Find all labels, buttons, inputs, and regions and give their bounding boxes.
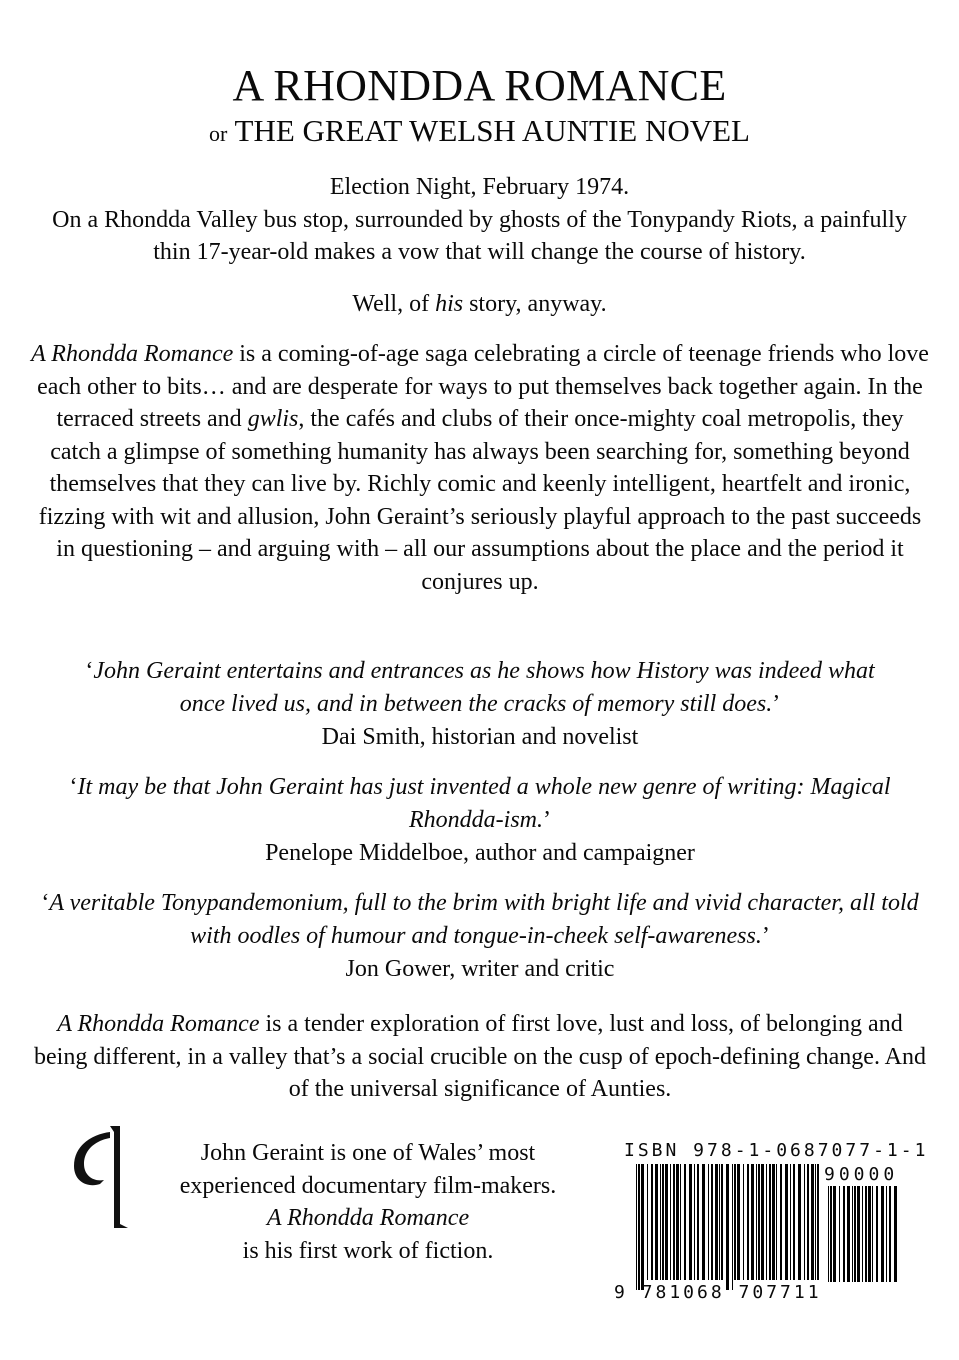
barcode-bar xyxy=(684,1164,686,1280)
barcode-bar xyxy=(680,1164,681,1280)
description-part-2: , the cafés and clubs of their once-mighty coal metropolis, they catch a glimpse of something humanity has always been searching for, something beyond themselves that they can live by. Richly comic and keenly intelligent, heartfelt and ironic, fizzing with wit and allusion, John Geraint’s seriously playful approach to the past succeeds in questioning – and arguing with – all our assumptions about the place and the period it conjures up. xyxy=(38,406,922,595)
subtitle-or: or xyxy=(209,121,228,146)
book-subtitle xyxy=(0,112,959,153)
barcode-bar xyxy=(776,1164,777,1280)
barcode-bar xyxy=(857,1186,860,1282)
barcode-bar xyxy=(811,1164,814,1280)
closing-text: is a tender exploration of first love, lust and loss, of belonging and being different, in a valley that’s a social crucible on the cusp of epoch-defining change. And of the universal significance of Aunties. xyxy=(34,1011,926,1102)
barcode-bar xyxy=(732,1164,733,1290)
barcode-bar xyxy=(793,1164,795,1280)
barcode-bar xyxy=(798,1164,801,1280)
barcode-bar xyxy=(854,1186,856,1282)
barcode-bar xyxy=(865,1186,867,1282)
barcode-bar xyxy=(815,1164,816,1280)
barcode-bar xyxy=(638,1164,640,1290)
author-bio xyxy=(148,1137,588,1267)
barcode-bar xyxy=(694,1164,695,1280)
barcode-bar xyxy=(881,1186,884,1282)
quote-3-text: A veritable Tonypandemonium, full to the brim with bright life and vivid character, all told with oodles of humour and tongue-in-cheek self-awareness. xyxy=(49,890,919,949)
bio-title: A Rhondda Romance xyxy=(266,1205,470,1231)
isbn-barcode xyxy=(614,1140,929,1310)
quote-1-text: John Geraint entertains and entrances as he shows how History was indeed what once lived us, and in between the cracks of memory still does. xyxy=(93,658,875,717)
description-part-1: is a coming-of-age saga celebrating a circle of teenage friends who love each other to bits… and are desperate for ways to put themselves back together again. In the terraced streets and xyxy=(37,341,929,432)
aside-post: story, anyway. xyxy=(463,291,607,317)
barcode-bar xyxy=(665,1164,668,1280)
quote-3-close: ’ xyxy=(761,923,770,949)
barcode-bar xyxy=(876,1186,878,1282)
barcode-bar xyxy=(843,1186,845,1282)
barcode-bar xyxy=(641,1164,644,1290)
barcode-bar xyxy=(734,1164,736,1280)
bio-line-3: is his first work of fiction. xyxy=(242,1237,494,1264)
barcode-bar xyxy=(743,1164,744,1280)
isbn-label: ISBN 978-1-0687077-1-1 xyxy=(624,1140,929,1161)
closing-title: A Rhondda Romance xyxy=(57,1011,260,1037)
barcode-bar xyxy=(721,1164,723,1280)
quote-3 xyxy=(30,887,930,986)
barcode-bar xyxy=(758,1164,760,1280)
quote-1-close: ’ xyxy=(772,691,781,717)
barcode-bar xyxy=(894,1186,897,1282)
description-title: A Rhondda Romance xyxy=(31,341,234,367)
intro xyxy=(28,171,931,269)
quote-2-close: ’ xyxy=(543,807,551,833)
aside-pre: Well, of xyxy=(352,291,436,317)
bio-line-1: John Geraint is one of Wales’ most experienced documentary film-makers. xyxy=(179,1140,557,1199)
barcode-bar xyxy=(670,1164,671,1280)
barcode-bar xyxy=(711,1164,713,1280)
quote-2-text: It may be that John Geraint has just invented a whole new genre of writing: Magical Rhondda-ism. xyxy=(77,774,891,833)
quote-1-attribution: Dai Smith, historian and novelist xyxy=(321,724,639,750)
quote-3-attribution: Jon Gower, writer and critic xyxy=(345,956,615,982)
barcode-bar xyxy=(833,1186,836,1282)
barcode-bar xyxy=(868,1186,871,1282)
intro-line-2: On a Rhondda Valley bus stop, surrounded by ghosts of the Tonypandy Riots, a painfully thin 17-year-old makes a vow that will change the course of history. xyxy=(52,206,907,265)
barcode-bar xyxy=(804,1164,805,1280)
addon-barcode-bars xyxy=(826,1186,902,1290)
barcode-bar xyxy=(726,1164,729,1290)
barcode-bar xyxy=(769,1164,771,1280)
barcode-bar xyxy=(886,1186,887,1282)
barcode-bar xyxy=(830,1186,832,1282)
quote-3-open: ‘ xyxy=(41,890,50,916)
quote-1-open: ‘ xyxy=(85,658,94,684)
barcode-bar xyxy=(785,1164,788,1280)
barcode-bar xyxy=(889,1186,891,1282)
barcode-bar xyxy=(852,1186,853,1282)
description-gwlis: gwlis xyxy=(247,406,299,432)
quote-2-open: ‘ xyxy=(69,774,78,800)
barcode-bar xyxy=(817,1164,819,1280)
barcode-bar xyxy=(772,1164,775,1280)
publisher-logo-icon xyxy=(70,1124,132,1228)
quote-2-attribution: Penelope Middelboe, author and campaigner xyxy=(265,840,695,866)
publisher-logo-svg xyxy=(70,1124,132,1228)
subtitle-text: THE GREAT WELSH AUNTIE NOVEL xyxy=(234,113,750,148)
barcode-bar xyxy=(872,1186,873,1282)
barcode-bar xyxy=(756,1164,757,1280)
intro-line-1: Election Night, February 1974. xyxy=(329,174,630,200)
aside-em: his xyxy=(435,291,464,317)
quote-1 xyxy=(80,655,880,754)
barcode-bar xyxy=(636,1164,637,1290)
barcode-bar xyxy=(697,1164,699,1280)
book-title: A RHONDDA ROMANCE xyxy=(232,61,727,110)
barcode-bar xyxy=(651,1164,653,1280)
barcode-bar xyxy=(673,1164,675,1280)
barcode-bar xyxy=(708,1164,709,1280)
barcode-bar xyxy=(766,1164,767,1280)
barcode-bar xyxy=(655,1164,658,1280)
barcode-bars xyxy=(634,1164,824,1290)
barcode-bar xyxy=(751,1164,754,1280)
barcode-bar xyxy=(647,1164,648,1280)
barcode-bar xyxy=(676,1164,679,1280)
barcode-bar xyxy=(737,1164,740,1280)
aside xyxy=(28,288,931,321)
barcode-bar xyxy=(862,1186,863,1282)
barcode-bar xyxy=(761,1164,764,1280)
barcode-bar xyxy=(702,1164,705,1280)
barcode-digits: 9 781068 707711 xyxy=(614,1282,822,1303)
quote-2 xyxy=(60,771,900,870)
barcode-bar xyxy=(715,1164,718,1280)
price-code: 90000 xyxy=(824,1164,899,1185)
barcode-bar xyxy=(839,1186,840,1282)
barcode-bar xyxy=(780,1164,782,1280)
barcode-bar xyxy=(689,1164,692,1280)
barcode-bar xyxy=(790,1164,791,1280)
barcode-bar xyxy=(660,1164,661,1280)
barcode-bar xyxy=(719,1164,720,1280)
closing-paragraph xyxy=(30,1008,930,1106)
barcode-bar xyxy=(847,1186,850,1282)
description xyxy=(30,338,930,598)
barcode-bar xyxy=(807,1164,809,1280)
barcode-bar xyxy=(662,1164,664,1280)
barcode-bar xyxy=(828,1186,829,1282)
barcode-bar xyxy=(747,1164,749,1280)
